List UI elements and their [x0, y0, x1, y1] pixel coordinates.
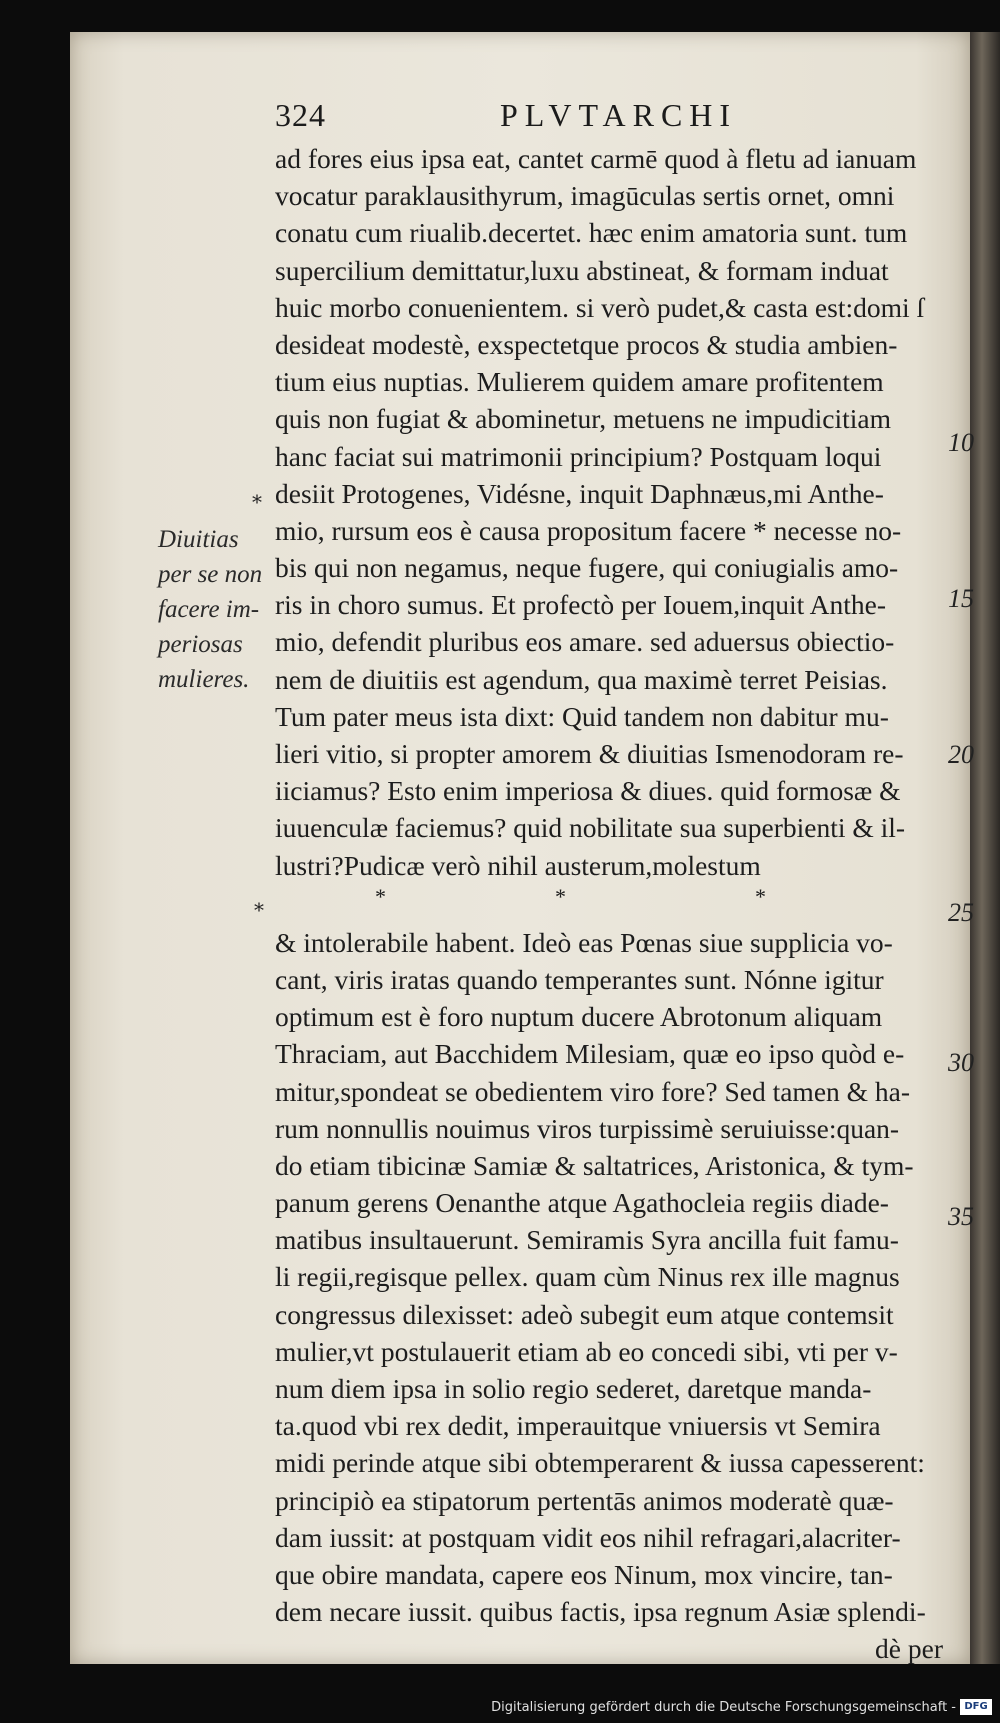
line-number: 30 — [948, 1048, 974, 1077]
text-line: mio, defendit pluribus eos amare. sed aduersus obiectio- — [275, 626, 895, 658]
text-line: ris in choro sumus. Et profectò per Iouem,inquit Anthe- — [275, 589, 886, 621]
text-line: supercilium demittatur,luxu abstineat, & formam induat — [275, 254, 889, 286]
text-line: & intolerabile habent. Ideò eas Pœnas siue supplicia vo- — [275, 926, 893, 958]
text-line: panum gerens Oenanthe atque Agathocleia regiis diade- — [275, 1187, 889, 1219]
lacuna-stars — [275, 884, 895, 924]
text-line: mulier,vt postulauerit etiam ab eo concedi sibi, vti per v- — [275, 1335, 898, 1367]
text-line: huic morbo conuenientem. si verò pudet,& casta est:domi ſ — [275, 291, 925, 323]
text-line: do etiam tibicinæ Samiæ & saltatrices, Aristonica, & tym- — [275, 1149, 914, 1181]
margin-marker: * — [254, 898, 264, 922]
main-text — [275, 140, 955, 1668]
line-number: 25 — [948, 898, 974, 927]
text-line: lustri?Pudicæ verò nihil austerum,molestum — [275, 849, 761, 881]
text-line: conatu cum riualib.decertet. hæc enim amatoria sunt. tum — [275, 217, 908, 249]
text-line: quis non fugiat & abominetur, metuens ne impudicitiam — [275, 403, 892, 435]
text-line: desideat modestè, exspectetque procos & studia ambien- — [275, 328, 898, 360]
lacuna-star: * — [755, 883, 766, 909]
marginal-note-line: facere im- — [158, 596, 260, 623]
text-line: iuuenculæ faciemus? quid nobilitate sua superbienti & il- — [275, 812, 906, 844]
text-line: lieri vitio, si propter amorem & diuitias Ismenodoram re- — [275, 738, 904, 769]
line-number: 15 — [948, 584, 974, 613]
text-line: tium eius nuptias. Mulierem quidem amare profitentem — [275, 366, 884, 398]
page-number: 324 — [275, 97, 326, 133]
marginal-note-line: periosas — [158, 631, 243, 658]
text-line: principiò ea stipatorum pertentās animos moderatè quæ- — [275, 1484, 894, 1516]
text-line: dem necare iussit. quibus factis, ipsa regnum Asiæ splendi- — [275, 1596, 926, 1628]
text-line: nem de diuitiis est agendum, qua maximè terret Peisias. — [275, 663, 888, 695]
dfg-logo: DFG — [960, 1699, 992, 1715]
text-line: num diem ipsa in solio regio sederet, daretque manda- — [275, 1373, 872, 1404]
line-number: 35 — [948, 1202, 974, 1231]
text-line: li regii,regisque pellex. quam cùm Ninus rex ille magnus — [275, 1261, 900, 1293]
digitization-footer — [0, 1693, 1000, 1723]
text-line: dam iussit: at postquam vidit eos nihil refragari,alacriter- — [275, 1521, 901, 1553]
line-number: 20 — [948, 740, 974, 769]
text-line: ad fores eius ipsa eat, cantet carmē quod à fletu ad ianuam — [275, 143, 917, 174]
text-line: midi perinde atque sibi obtemperarent & iussa capesserent: — [275, 1447, 925, 1479]
marginal-note-line: per se non — [158, 561, 263, 588]
text-line: vocatur paraklausithyrum, imagūculas sertis ornet, omni — [275, 180, 895, 212]
text-line: bis qui non negamus, neque fugere, qui coniugialis amo- — [275, 552, 899, 584]
text-line: que obire mandata, capere eos Ninum, mox vincire, tan- — [275, 1558, 893, 1590]
text-line: optimum est è foro nuptum ducere Abrotonum aliquam — [275, 1001, 883, 1033]
marginal-note — [158, 522, 278, 697]
text-line: mitur,spondeat se obedientem viro fore? Sed tamen & ha- — [275, 1075, 911, 1107]
text-line-catchword: dè per — [875, 1633, 943, 1665]
margin-marker: * — [252, 490, 262, 514]
text-line: hanc faciat sui matrimonii principium? Postquam loqui — [275, 440, 882, 472]
text-line: ta.quod vbi rex dedit, imperauitque vniuersis vt Semira — [275, 1410, 881, 1442]
text-line: matibus insultauerunt. Semiramis Syra ancilla fuit famu- — [275, 1224, 899, 1256]
marginal-note-line: mulieres. — [158, 666, 250, 693]
text-line: desiit Protogenes, Vidésne, inquit Daphnæus,mi Anthe- — [275, 477, 884, 509]
running-head: PLVTARCHI — [500, 97, 738, 133]
marginal-note-line: Diuitias — [158, 526, 239, 553]
page-edge — [970, 32, 1000, 1664]
footer-credit: Digitalisierung gefördert durch die Deutsche Forschungsgemeinschaft - — [491, 1700, 956, 1715]
text-line: iiciamus? Esto enim imperiosa & diues. quid formosæ & — [275, 775, 901, 807]
text-line: rum nonnullis nouimus viros turpissimè seruiuisse:quan- — [275, 1112, 900, 1144]
lacuna-star: * — [375, 883, 386, 909]
text-line: mio, rursum eos è causa propositum facere * necesse no- — [275, 514, 902, 546]
page-header — [275, 97, 915, 141]
text-line: Tum pater meus ista dixt: Quid tandem non dabitur mu- — [275, 700, 889, 732]
text-line: cant, viris iratas quando temperantes sunt. Nónne igitur — [275, 963, 884, 995]
text-line: congressus dilexisset: adeò subegit eum atque contemsit — [275, 1298, 894, 1330]
text-line: Thraciam, aut Bacchidem Milesiam, quæ eo ipso quòd e- — [275, 1038, 905, 1070]
lacuna-gap — [275, 884, 955, 924]
line-number: 10 — [948, 428, 974, 457]
lacuna-star: * — [555, 883, 566, 909]
